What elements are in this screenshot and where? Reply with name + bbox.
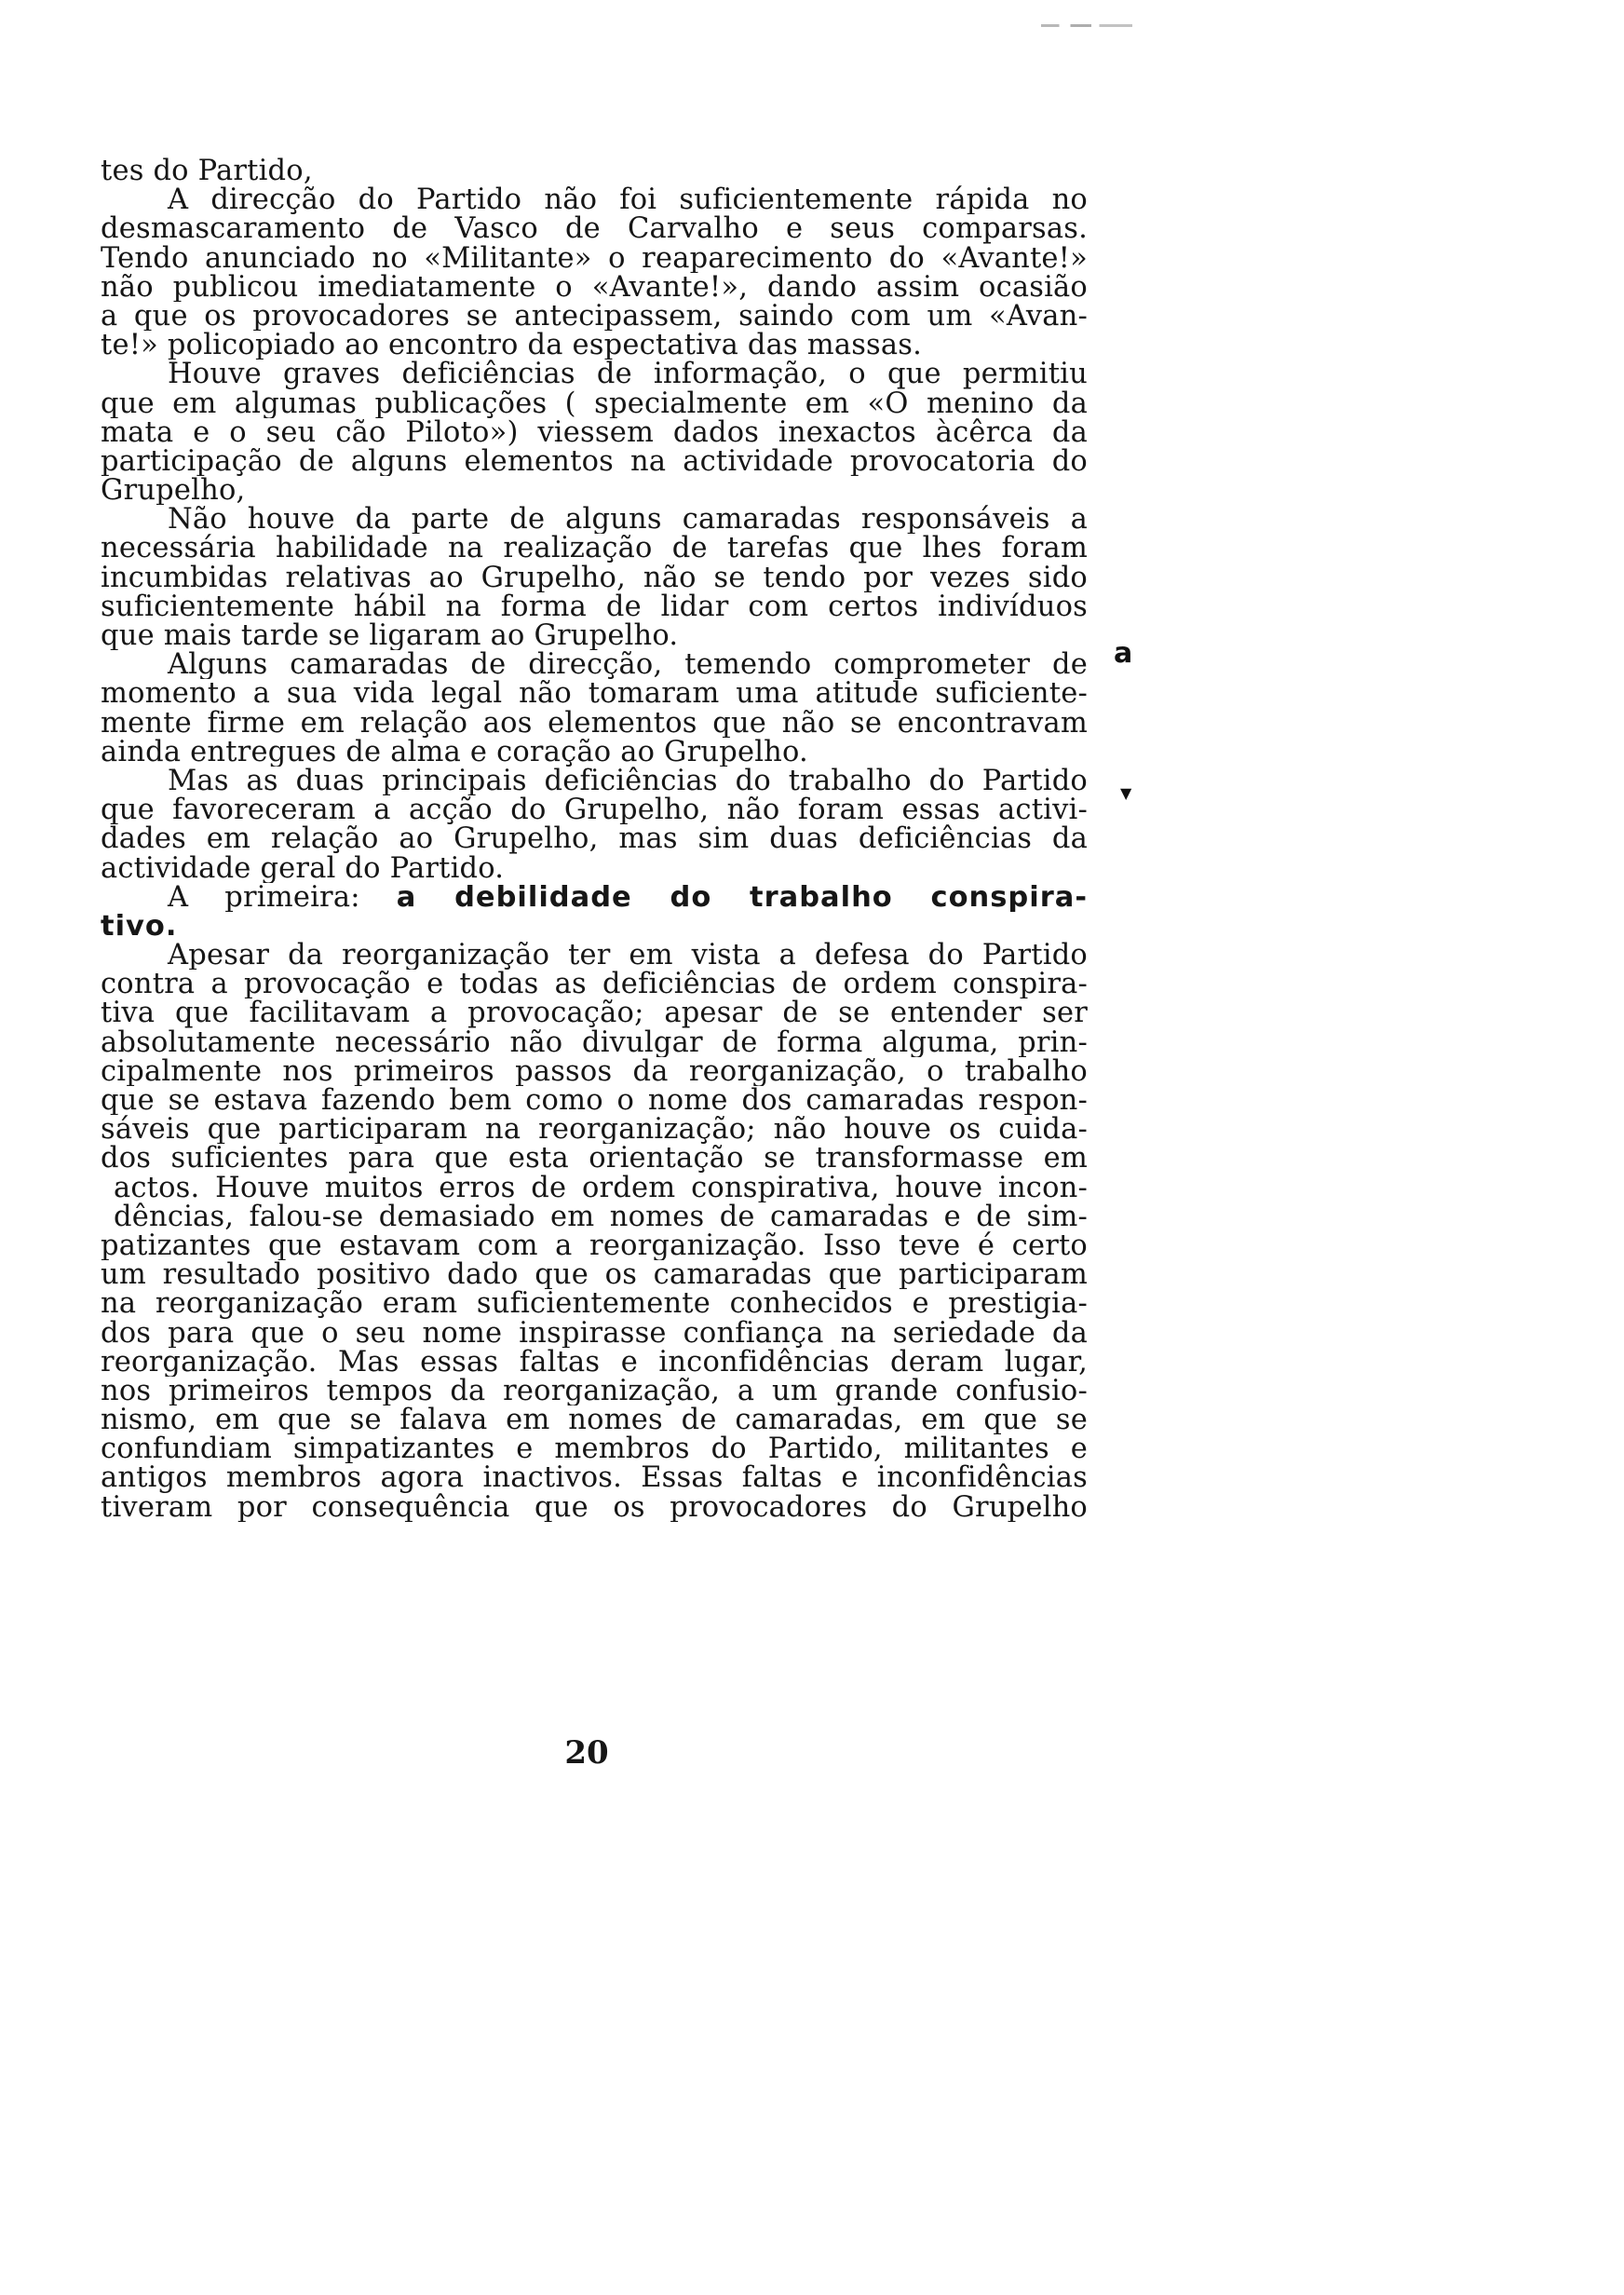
text-line: patizantes que estavam com a reorganização. Isso teve é certo — [101, 1230, 1088, 1261]
text-line: mata e o seu cão Piloto») viessem dados inexactos àcêrca da — [101, 417, 1088, 447]
text-line: tiva que facilitavam a provocação; apesar de se entender ser — [101, 998, 1088, 1028]
text-line: não publicou imediatamente o «Avante!», dando assim ocasião — [101, 272, 1088, 302]
text-line: desmascaramento de Vasco de Carvalho e seus comparsas. — [101, 214, 1088, 244]
text-line: Alguns camaradas de direcção, temendo comprometer de — [168, 650, 1088, 680]
text-line: actividade geral do Partido. — [101, 853, 505, 883]
text-line: mente firme em relação aos elementos que não se encontravam — [101, 708, 1088, 738]
heading-bold-continuation: tivo. — [101, 911, 178, 942]
text-line: Apesar da reorganização ter em vista a defesa do Partido — [168, 941, 1088, 971]
body-text — [101, 156, 1088, 1522]
text-line: nos primeiros tempos da reorganização, a um grande confusio- — [101, 1376, 1088, 1406]
text-line: antigos membros agora inactivos. Essas faltas e inconfidências — [101, 1463, 1088, 1493]
text-line: suficientemente hábil na forma de lidar com certos indivíduos — [101, 591, 1088, 621]
page-number: 20 — [564, 1734, 609, 1772]
text-line: A direcção do Partido não foi suficientemente rápida no — [168, 185, 1088, 215]
text-line: contra a provocação e todas as deficiências de ordem conspira- — [101, 970, 1088, 999]
text-line: que se estava fazendo bem como o nome dos camaradas respon- — [101, 1086, 1088, 1116]
text-line: dências, falou-se demasiado em nomes de camaradas e de sim- — [114, 1202, 1088, 1231]
text-line: incumbidas relativas ao Grupelho, não se tendo por vezes sido — [101, 563, 1088, 592]
text-line: sáveis que participaram na reorganização; não houve os cuida- — [101, 1115, 1088, 1145]
text-line: que mais tarde se ligaram ao Grupelho. — [101, 621, 679, 651]
text-line: dos suficientes para que esta orientação se transformasse em — [101, 1144, 1088, 1174]
text-line: absolutamente necessário não divulgar de forma alguma, prin- — [101, 1027, 1088, 1057]
text-line: momento a sua vida legal não tomaram uma atitude suficiente- — [101, 679, 1088, 709]
text-line: Houve graves deficiências de informação, o que permitiu — [168, 360, 1088, 389]
text-line: tes do Partido, — [101, 156, 313, 186]
text-line: confundiam simpatizantes e membros do Partido, militantes e — [101, 1434, 1088, 1464]
text-line: necessária habilidade na realização de tarefas que lhes foram — [101, 534, 1088, 564]
text-line: na reorganização eram suficientemente conhecidos e prestigia- — [101, 1289, 1088, 1319]
text-line: um resultado positivo dado que os camaradas que participaram — [101, 1260, 1088, 1290]
margin-mark: a — [1114, 637, 1133, 670]
text-line: Grupelho, — [101, 476, 246, 506]
text-line: reorganização. Mas essas faltas e inconfidências deram lugar, — [101, 1347, 1088, 1377]
heading-bold: a debilidade do trabalho conspira- — [396, 882, 1088, 912]
text-line: ainda entregues de alma e coração ao Grupelho. — [101, 737, 808, 767]
text-line: a que os provocadores se antecipassem, saindo com um «Avan- — [101, 301, 1088, 332]
heading-lead: A primeira: — [168, 882, 360, 912]
text-line: te!» policopiado ao encontro da espectativa das massas. — [101, 331, 923, 360]
text-line: actos. Houve muitos erros de ordem conspirativa, houve incon- — [114, 1173, 1088, 1202]
margin-mark: ▼ — [1120, 784, 1132, 802]
text-line: cipalmente nos primeiros passos da reorganização, o trabalho — [101, 1056, 1088, 1086]
text-line: que favoreceram a acção do Grupelho, não foram essas activi- — [101, 795, 1088, 825]
text-line: dades em relação ao Grupelho, mas sim duas deficiências da — [101, 824, 1088, 854]
heading-line — [101, 883, 1088, 912]
text-line: que em algumas publicações ( specialmente em «O menino da — [101, 388, 1088, 418]
scan-smudge — [1041, 24, 1132, 27]
text-line: nismo, em que se falava em nomes de camaradas, em que se — [101, 1406, 1088, 1435]
text-line: Não houve da parte de alguns camaradas responsáveis a — [168, 505, 1088, 535]
text-line: Mas as duas principais deficiências do trabalho do Partido — [168, 766, 1088, 796]
text-line: dos para que o seu nome inspirasse confiança na seriedade da — [101, 1318, 1088, 1348]
text-line: participação de alguns elementos na actividade provocatoria do — [101, 446, 1088, 477]
text-line: Tendo anunciado no «Militante» o reaparecimento do «Avante!» — [101, 243, 1088, 273]
text-line: tiveram por consequência que os provocadores do Grupelho — [101, 1492, 1088, 1522]
